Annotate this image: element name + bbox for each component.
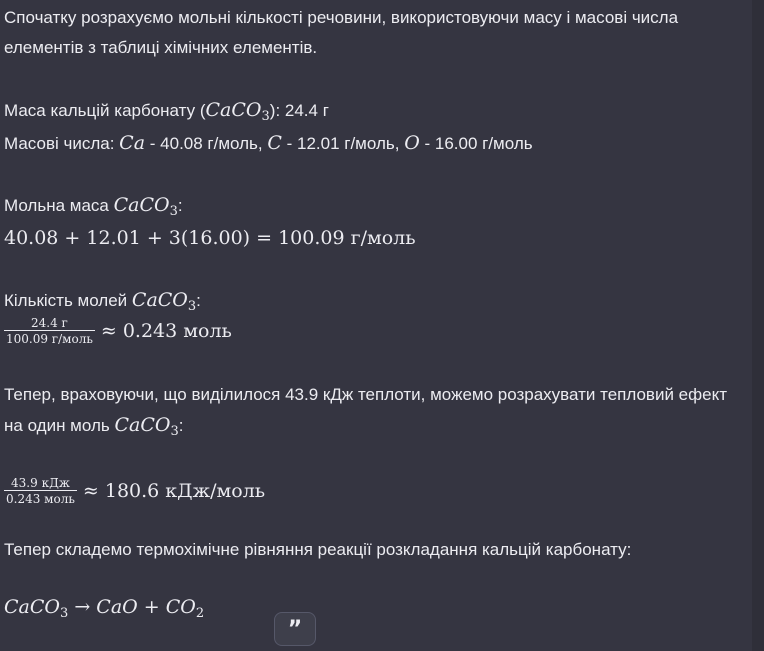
scrollbar[interactable] — [752, 0, 764, 651]
ca-mass: - 40.08 г/моль, — [145, 134, 268, 153]
molar-mass-label: Мольна маса — [4, 196, 114, 215]
fraction — [4, 476, 77, 506]
quote-button[interactable] — [274, 612, 316, 646]
colon: : — [196, 291, 201, 310]
mass-value: ): 24.4 г — [269, 101, 329, 120]
arrow-icon: → — [74, 596, 97, 618]
fraction-numerator: 24.4 г — [31, 316, 68, 330]
equation-molar-mass: 40.08 + 12.01 + 3(16.00) = 100.09 г/моль — [4, 227, 416, 249]
formula-caco3: CaCO$_3$ — [131, 289, 197, 314]
equation-moles — [4, 316, 232, 346]
equation-result: ≈ 180.6 кДж/моль — [82, 480, 266, 502]
paragraph-intro: Спочатку розрахуємо мольні кількості речовини, використовуючи масу і масові числа елементів з таблиці хімічних елементів. — [4, 8, 679, 57]
symbol-ca: Ca — [119, 132, 146, 154]
formula-caco3: CaCO$_3$ — [114, 414, 179, 439]
paragraph-mass — [4, 95, 329, 132]
symbol-c: C — [267, 132, 282, 154]
fraction-numerator: 43.9 кДж — [11, 476, 70, 490]
equation-reaction — [4, 596, 204, 621]
equation-result: ≈ 0.243 моль — [100, 320, 232, 342]
paragraph-atomic-masses — [4, 128, 533, 159]
symbol-o: O — [404, 132, 420, 154]
c-mass: - 12.01 г/моль, — [281, 134, 405, 153]
fraction — [4, 316, 95, 346]
paragraph-reaction-intro: Тепер складемо термохімічне рівняння реакції розкладання кальцій карбонату: — [4, 540, 632, 559]
formula-caco3: CaCO$_3$ — [205, 99, 270, 124]
fraction-denominator: 100.09 г/моль — [6, 332, 93, 346]
paragraph-heat — [4, 380, 749, 447]
formula-cao: CaO — [96, 596, 138, 618]
colon: : — [177, 196, 183, 215]
colon: : — [178, 416, 184, 435]
equation-heat — [4, 476, 265, 506]
heat-text: Тепер, враховуючи, що виділилося 43.9 кДж теплоти, можемо розрахувати тепловий ефект на один моль — [4, 385, 727, 435]
fraction-denominator: 0.243 моль — [6, 492, 75, 506]
quote-icon: ” — [287, 616, 303, 642]
plus-sign: + — [143, 596, 166, 618]
mass-label: Маса кальцій карбонату ( — [4, 101, 206, 120]
paragraph-molar-mass — [4, 190, 183, 227]
moles-label: Кількість молей — [4, 291, 132, 310]
o-mass: - 16.00 г/моль — [419, 134, 533, 153]
atomic-masses-label: Масові числа: — [4, 134, 120, 153]
formula-co2: $CO_2$ — [165, 596, 205, 621]
formula-caco3: CaCO$_3$ — [113, 194, 178, 219]
formula-caco3: CaCO$_3$ — [4, 596, 69, 621]
